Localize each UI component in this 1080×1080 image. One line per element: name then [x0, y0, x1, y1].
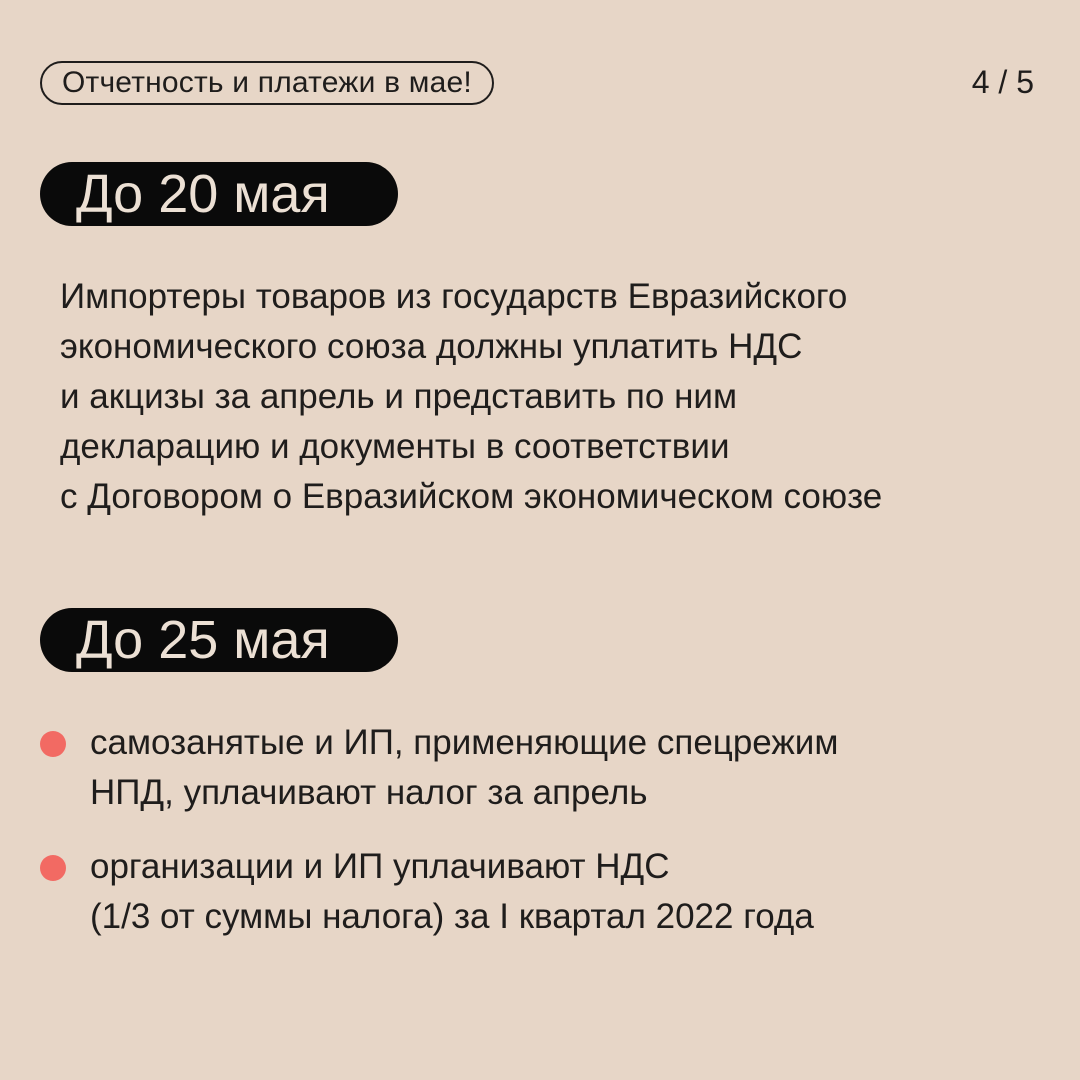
list-item — [0, 718, 1080, 818]
paragraph-line: экономического союза должны уплатить НДС — [60, 327, 803, 366]
deadline-pill-may-20 — [40, 162, 398, 226]
page-counter: 4 / 5 — [971, 64, 1034, 100]
topic-tag — [40, 61, 494, 105]
bullet-dot-icon — [40, 731, 66, 757]
paragraph-line: декларацию и документы в соответствии — [60, 427, 730, 466]
deadline-label: До 20 мая — [76, 164, 330, 224]
list-item-line: (1/3 от суммы налога) за I квартал 2022 года — [90, 897, 814, 936]
list-item-line: организации и ИП уплачивают НДС — [90, 847, 670, 886]
list-item — [0, 842, 1080, 942]
paragraph-line: с Договором о Евразийском экономическом союзе — [60, 477, 883, 516]
list-item-line: самозанятые и ИП, применяющие спецрежим — [90, 723, 839, 762]
deadline-pill-may-25 — [40, 608, 398, 672]
importers-paragraph — [60, 272, 1050, 522]
paragraph-line: и акцизы за апрель и представить по ним — [60, 377, 738, 416]
topic-tag-label: Отчетность и платежи в мае! — [62, 66, 472, 99]
bullet-dot-icon — [40, 855, 66, 881]
may-25-bullet-list — [0, 718, 1080, 942]
deadline-label: До 25 мая — [76, 610, 330, 670]
paragraph-line: Импортеры товаров из государств Евразийского — [60, 277, 848, 316]
list-item-line: НПД, уплачивают налог за апрель — [90, 773, 648, 812]
